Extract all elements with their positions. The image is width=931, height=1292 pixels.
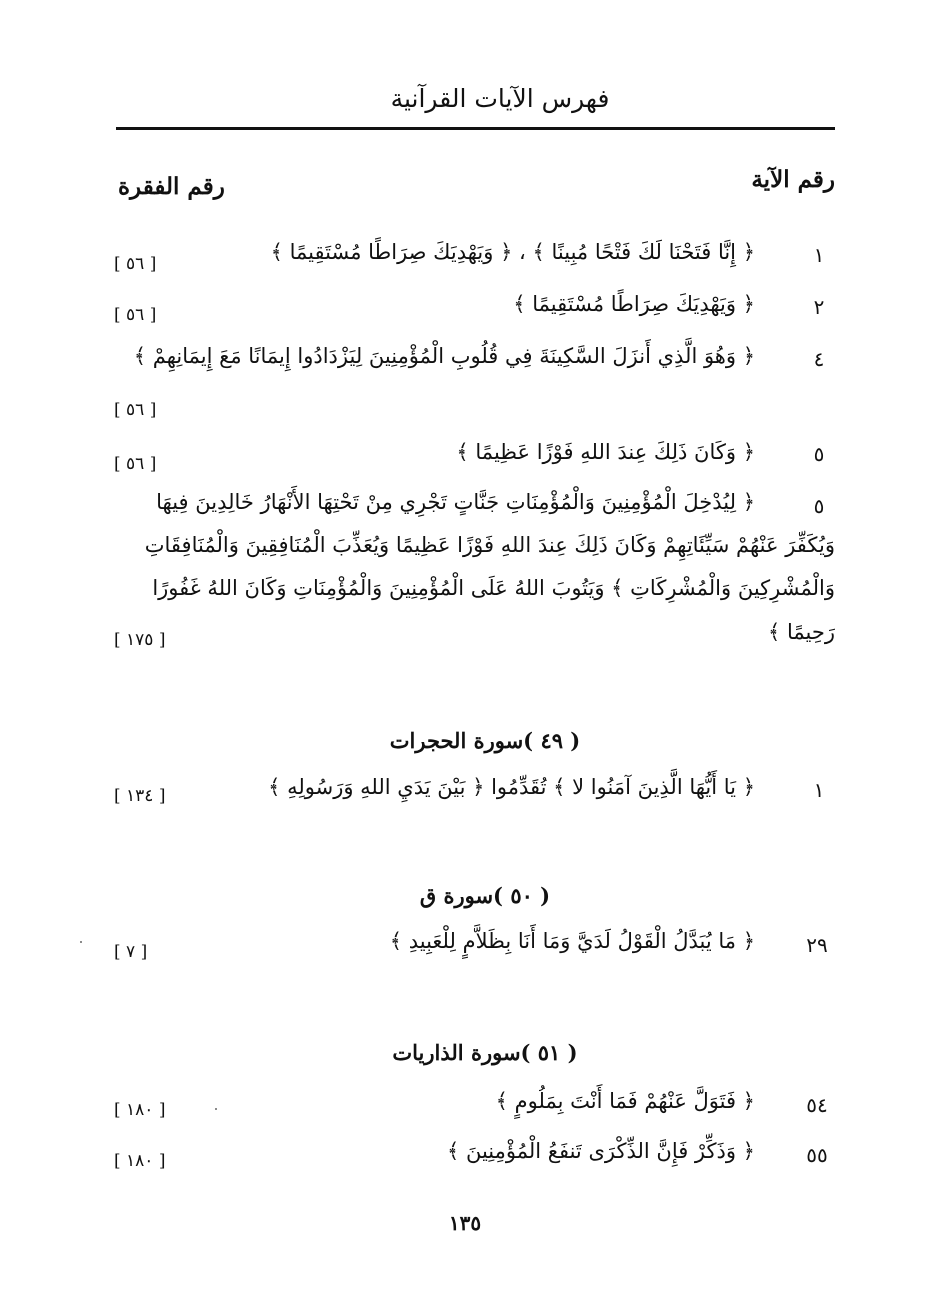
paragraph-ref: [ ١٨٠ ] (114, 1100, 166, 1120)
surah-heading: ( ٥٠ )سورة ق (419, 883, 551, 908)
ayah-text: ﴿ إِنَّا فَتَحْنَا لَكَ فَتْحًا مُبِينًا ﴾ ، ﴿ وَيَهْدِيَكَ صِرَاطًا مُسْتَقِيمًا ﴾ (270, 240, 755, 264)
paragraph-ref: [ ١٧٥ ] (114, 630, 166, 650)
ayah-text: ﴿ فَتَوَلَّ عَنْهُمْ فَمَا أَنْتَ بِمَلُومٍ ﴾ (495, 1089, 755, 1113)
ayah-text: ﴿ مَا يُبَدَّلُ الْقَوْلُ لَدَيَّ وَمَا أَنَا بِظَلاَّمٍ لِلْعَبِيدِ ﴾ (389, 929, 755, 953)
paragraph-ref: [ ٥٦ ] (114, 305, 157, 325)
ayah-number: ٤ (813, 347, 825, 371)
ayah-text-line: وَيُكَفِّرَ عَنْهُمْ سَيِّئَاتِهِمْ وَكَانَ ذَلِكَ عِندَ اللهِ فَوْزًا عَظِيمًا وَيُعَذِّبَ الْمُنَافِقِينَ وَالْمُنَافِقَاتِ (144, 533, 835, 557)
ayah-number: ٥ (813, 442, 825, 466)
header-rule (116, 127, 835, 130)
paragraph-ref: [ ١٣٤ ] (114, 786, 166, 806)
ayah-text: ﴿ وَهُوَ الَّذِي أَنزَلَ السَّكِينَةَ فِي قُلُوبِ الْمُؤْمِنِينَ لِيَزْدَادُوا إِيمَانًا مَعَ إِيمَانِهِمْ ﴾ (133, 344, 755, 368)
paragraph-ref: [ ٥٦ ] (114, 254, 157, 274)
column-heading-paragraph-number: رقم الفقرة (118, 173, 225, 200)
ayah-number: ٥٤ (806, 1093, 828, 1117)
scan-speck (80, 941, 82, 943)
paragraph-ref: [ ٥٦ ] (114, 400, 157, 420)
ayah-text: ﴿ وَكَانَ ذَلِكَ عِندَ اللهِ فَوْزًا عَظِيمًا ﴾ (456, 440, 755, 464)
surah-heading: ( ٤٩ )سورة الحجرات (389, 728, 581, 753)
ayah-number: ١ (813, 243, 825, 267)
paragraph-ref: [ ٥٦ ] (114, 454, 157, 474)
paragraph-ref: [ ٧ ] (114, 942, 148, 962)
column-heading-ayah-number: رقم الآية (751, 166, 835, 193)
ayah-text: ﴿ وَيَهْدِيَكَ صِرَاطًا مُسْتَقِيمًا ﴾ (513, 292, 755, 316)
ayah-text: ﴿ يَا أَيُّهَا الَّذِينَ آمَنُوا لا ﴾ تُقَدِّمُوا ﴿ بَيْنَ يَدَيِ اللهِ وَرَسُولِهِ ﴾ (268, 775, 755, 799)
scan-speck (215, 1108, 217, 1110)
ayah-text-line: وَالْمُشْرِكِينَ وَالْمُشْرِكَاتِ ﴾ وَيَتُوبَ اللهُ عَلَى الْمُؤْمِنِينَ وَالْمُؤْمِنَاتِ وَكَانَ اللهُ غَفُورًا (152, 576, 835, 600)
ayah-number: ٥٥ (806, 1143, 828, 1167)
ayah-number: ٢٩ (806, 933, 828, 957)
ayah-text: ﴿ وَذَكِّرْ فَإِنَّ الذِّكْرَى تَنفَعُ الْمُؤْمِنِينَ ﴾ (447, 1139, 755, 1163)
ayah-number: ١ (813, 778, 825, 802)
surah-heading: ( ٥١ )سورة الذاريات (392, 1040, 578, 1065)
ayah-number: ٥ (813, 494, 825, 518)
ayah-number: ٢ (813, 295, 825, 319)
paragraph-ref: [ ١٨٠ ] (114, 1151, 166, 1171)
ayah-text-line: ﴿ لِيُدْخِلَ الْمُؤْمِنِينَ وَالْمُؤْمِنَاتِ جَنَّاتٍ تَجْرِي مِنْ تَحْتِهَا الأَنْهَارُ خَالِدِينَ فِيهَا (156, 490, 755, 514)
ayah-text-line: رَحِيمًا ﴾ (768, 620, 835, 644)
running-title: فهرس الآيات القرآنية (390, 84, 610, 113)
page-number: ١٣٥ (448, 1211, 482, 1235)
